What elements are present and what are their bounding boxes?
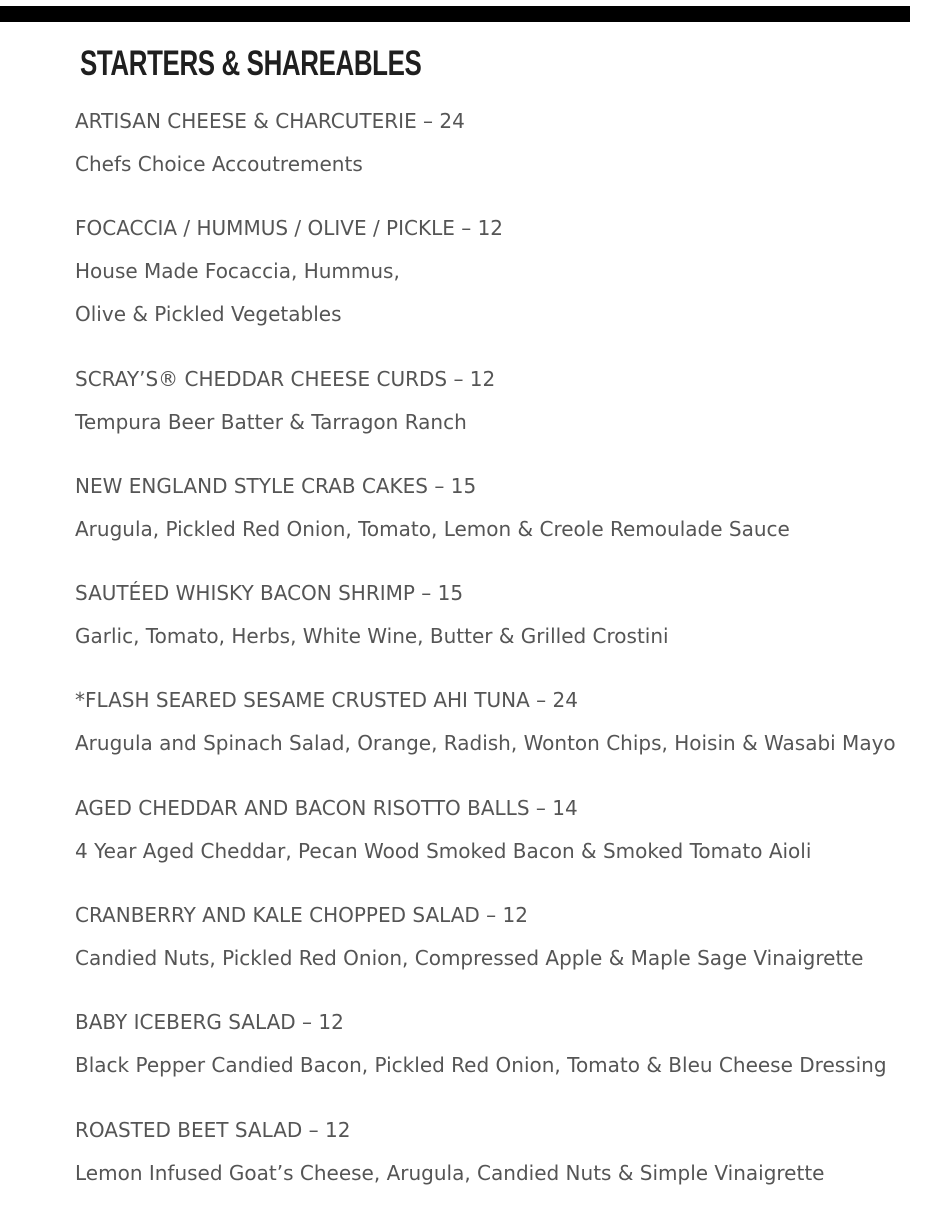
menu-item	[75, 576, 920, 683]
item-description: Chefs Choice Accoutrements	[75, 152, 363, 176]
menu-item	[75, 104, 920, 211]
menu-item	[75, 1113, 920, 1220]
item-description: Lemon Infused Goat’s Cheese, Arugula, Candied Nuts & Simple Vinaigrette	[75, 1160, 825, 1185]
menu-item	[75, 362, 920, 469]
menu-item	[75, 898, 920, 1005]
menu-item	[75, 469, 920, 576]
item-description: Black Pepper Candied Bacon, Pickled Red Onion, Tomato & Bleu Cheese Dressing	[75, 1053, 887, 1078]
item-name: FOCACCIA / HUMMUS / OLIVE / PICKLE – 12	[75, 216, 504, 241]
item-description: Arugula, Pickled Red Onion, Tomato, Lemon & Creole Remoulade Sauce	[75, 516, 790, 541]
item-description: House Made Focaccia, Hummus,	[75, 259, 400, 284]
item-description: Garlic, Tomato, Herbs, White Wine, Butter & Grilled Crostini	[75, 624, 669, 649]
item-name: CRANBERRY AND KALE CHOPPED SALAD – 12	[75, 903, 528, 928]
menu-item	[75, 791, 920, 898]
item-name: AGED CHEDDAR AND BACON RISOTTO BALLS – 14	[75, 795, 578, 820]
item-name: SAUTÉED WHISKY BACON SHRIMP – 15	[75, 581, 464, 606]
menu-item	[75, 1005, 920, 1112]
item-description: Candied Nuts, Pickled Red Onion, Compressed Apple & Maple Sage Vinaigrette	[75, 946, 864, 971]
item-name: *FLASH SEARED SESAME CRUSTED AHI TUNA – 24	[75, 688, 578, 713]
item-description: Arugula and Spinach Salad, Orange, Radish, Wonton Chips, Hoisin & Wasabi Mayo	[75, 731, 896, 756]
item-description: Olive & Pickled Vegetables	[75, 302, 342, 327]
item-name: SCRAY’S® CHEDDAR CHEESE CURDS – 12	[75, 366, 496, 391]
item-name: BABY ICEBERG SALAD – 12	[75, 1010, 344, 1035]
menu-item	[75, 683, 920, 790]
menu-list	[75, 104, 920, 1220]
item-description: 4 Year Aged Cheddar, Pecan Wood Smoked Bacon & Smoked Tomato Aioli	[75, 838, 812, 863]
menu-item	[75, 211, 920, 361]
section-title: STARTERS & SHAREABLES	[80, 44, 422, 83]
item-name: ARTISAN CHEESE & CHARCUTERIE – 24	[75, 109, 465, 133]
item-description: Tempura Beer Batter & Tarragon Ranch	[75, 409, 467, 434]
item-name: NEW ENGLAND STYLE CRAB CAKES – 15	[75, 473, 477, 498]
top-bar	[0, 6, 910, 22]
item-name: ROASTED BEET SALAD – 12	[75, 1117, 351, 1142]
